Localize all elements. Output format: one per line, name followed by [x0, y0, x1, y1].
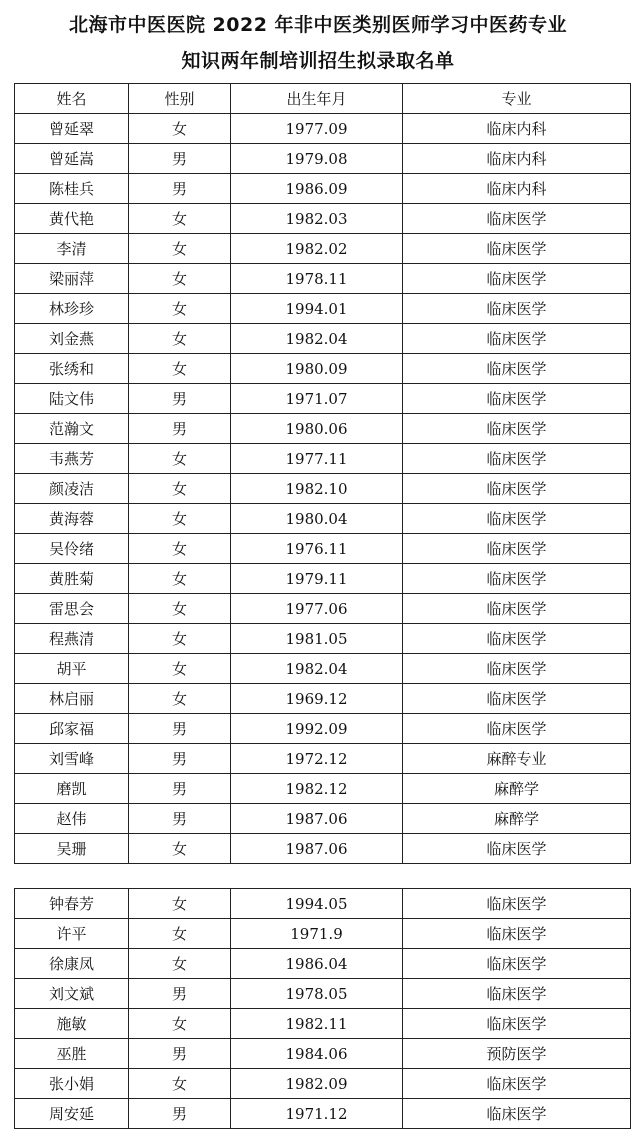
cell-name: 陈桂兵	[15, 174, 129, 204]
cell-name: 胡平	[15, 654, 129, 684]
cell-major: 麻醉学	[403, 804, 631, 834]
cell-gender: 女	[129, 684, 231, 714]
table-row	[15, 444, 631, 474]
cell-name: 张绣和	[15, 354, 129, 384]
table-header-row	[15, 84, 631, 114]
cell-name: 张小娟	[15, 1069, 129, 1099]
cell-gender: 女	[129, 889, 231, 919]
cell-name: 黄胜菊	[15, 564, 129, 594]
cell-name: 曾延嵩	[15, 144, 129, 174]
cell-major: 临床医学	[403, 414, 631, 444]
cell-gender: 女	[129, 834, 231, 864]
cell-gender: 男	[129, 774, 231, 804]
table-row	[15, 504, 631, 534]
cell-major: 临床医学	[403, 234, 631, 264]
cell-birth: 1982.10	[231, 474, 403, 504]
cell-birth: 1987.06	[231, 804, 403, 834]
cell-gender: 男	[129, 384, 231, 414]
cell-major: 临床医学	[403, 384, 631, 414]
cell-birth: 1981.05	[231, 624, 403, 654]
cell-gender: 男	[129, 414, 231, 444]
cell-major: 预防医学	[403, 1039, 631, 1069]
cell-birth: 1982.04	[231, 654, 403, 684]
cell-major: 临床医学	[403, 294, 631, 324]
cell-major: 临床内科	[403, 144, 631, 174]
admission-table-1	[14, 83, 631, 864]
cell-birth: 1986.09	[231, 174, 403, 204]
header-name: 姓名	[15, 84, 129, 114]
cell-birth: 1978.11	[231, 264, 403, 294]
cell-name: 施敏	[15, 1009, 129, 1039]
cell-gender: 男	[129, 144, 231, 174]
table-row	[15, 144, 631, 174]
cell-birth: 1971.9	[231, 919, 403, 949]
table-row	[15, 474, 631, 504]
cell-birth: 1994.05	[231, 889, 403, 919]
cell-major: 临床医学	[403, 684, 631, 714]
cell-name: 徐康凤	[15, 949, 129, 979]
table-row	[15, 414, 631, 444]
cell-name: 钟春芳	[15, 889, 129, 919]
cell-major: 临床医学	[403, 444, 631, 474]
cell-major: 临床医学	[403, 564, 631, 594]
cell-birth: 1979.08	[231, 144, 403, 174]
cell-name: 曾延翠	[15, 114, 129, 144]
document-title-line2: 知识两年制培训招生拟录取名单	[181, 50, 455, 72]
cell-birth: 1994.01	[231, 294, 403, 324]
cell-gender: 男	[129, 1039, 231, 1069]
cell-major: 临床医学	[403, 979, 631, 1009]
cell-major: 麻醉专业	[403, 744, 631, 774]
table-row	[15, 204, 631, 234]
cell-major: 临床医学	[403, 504, 631, 534]
cell-name: 林启丽	[15, 684, 129, 714]
cell-name: 程燕清	[15, 624, 129, 654]
cell-gender: 女	[129, 444, 231, 474]
cell-birth: 1971.07	[231, 384, 403, 414]
table-row	[15, 1099, 631, 1129]
cell-name: 刘雪峰	[15, 744, 129, 774]
cell-name: 吴珊	[15, 834, 129, 864]
cell-birth: 1976.11	[231, 534, 403, 564]
table-row	[15, 654, 631, 684]
document-title-line1: 北海市中医医院 2022 年非中医类别医师学习中医药专业	[68, 14, 568, 36]
table-row	[15, 624, 631, 654]
table-row	[15, 1069, 631, 1099]
table-row	[15, 714, 631, 744]
table-row	[15, 919, 631, 949]
cell-birth: 1980.06	[231, 414, 403, 444]
cell-name: 陆文伟	[15, 384, 129, 414]
cell-gender: 女	[129, 114, 231, 144]
cell-birth: 1982.04	[231, 324, 403, 354]
table-row	[15, 1039, 631, 1069]
cell-gender: 女	[129, 534, 231, 564]
table-row	[15, 1009, 631, 1039]
cell-name: 林珍珍	[15, 294, 129, 324]
cell-gender: 女	[129, 234, 231, 264]
cell-gender: 女	[129, 504, 231, 534]
cell-gender: 女	[129, 624, 231, 654]
cell-gender: 女	[129, 354, 231, 384]
cell-gender: 女	[129, 294, 231, 324]
cell-gender: 女	[129, 1009, 231, 1039]
table-row	[15, 834, 631, 864]
cell-major: 临床医学	[403, 624, 631, 654]
cell-birth: 1982.09	[231, 1069, 403, 1099]
cell-birth: 1982.12	[231, 774, 403, 804]
table-row	[15, 234, 631, 264]
cell-birth: 1972.12	[231, 744, 403, 774]
cell-gender: 男	[129, 744, 231, 774]
cell-gender: 男	[129, 714, 231, 744]
cell-major: 麻醉学	[403, 774, 631, 804]
cell-birth: 1977.11	[231, 444, 403, 474]
table-row	[15, 774, 631, 804]
cell-gender: 女	[129, 919, 231, 949]
cell-major: 临床医学	[403, 919, 631, 949]
cell-gender: 女	[129, 474, 231, 504]
cell-major: 临床医学	[403, 889, 631, 919]
table-row	[15, 294, 631, 324]
cell-birth: 1982.02	[231, 234, 403, 264]
table-row	[15, 804, 631, 834]
cell-name: 刘金燕	[15, 324, 129, 354]
cell-birth: 1992.09	[231, 714, 403, 744]
table-row	[15, 264, 631, 294]
cell-name: 范瀚文	[15, 414, 129, 444]
cell-birth: 1979.11	[231, 564, 403, 594]
cell-birth: 1982.03	[231, 204, 403, 234]
cell-gender: 女	[129, 1069, 231, 1099]
header-gender: 性别	[129, 84, 231, 114]
cell-major: 临床内科	[403, 174, 631, 204]
table-row	[15, 174, 631, 204]
cell-major: 临床医学	[403, 474, 631, 504]
cell-major: 临床医学	[403, 324, 631, 354]
cell-name: 韦燕芳	[15, 444, 129, 474]
cell-birth: 1987.06	[231, 834, 403, 864]
header-birth: 出生年月	[231, 84, 403, 114]
cell-name: 邱家福	[15, 714, 129, 744]
cell-name: 周安延	[15, 1099, 129, 1129]
table-row	[15, 384, 631, 414]
cell-name: 黄海蓉	[15, 504, 129, 534]
cell-name: 磨凯	[15, 774, 129, 804]
cell-gender: 女	[129, 564, 231, 594]
cell-birth: 1980.09	[231, 354, 403, 384]
table-row	[15, 949, 631, 979]
cell-gender: 女	[129, 204, 231, 234]
cell-major: 临床医学	[403, 354, 631, 384]
cell-birth: 1984.06	[231, 1039, 403, 1069]
cell-gender: 男	[129, 1099, 231, 1129]
cell-birth: 1977.06	[231, 594, 403, 624]
cell-major: 临床医学	[403, 949, 631, 979]
cell-birth: 1986.04	[231, 949, 403, 979]
cell-name: 李清	[15, 234, 129, 264]
cell-birth: 1969.12	[231, 684, 403, 714]
cell-gender: 女	[129, 264, 231, 294]
cell-name: 刘文斌	[15, 979, 129, 1009]
cell-major: 临床医学	[403, 834, 631, 864]
cell-name: 巫胜	[15, 1039, 129, 1069]
table-row	[15, 534, 631, 564]
cell-name: 雷思会	[15, 594, 129, 624]
cell-major: 临床医学	[403, 714, 631, 744]
cell-gender: 女	[129, 324, 231, 354]
table-row	[15, 684, 631, 714]
cell-major: 临床医学	[403, 654, 631, 684]
header-major: 专业	[403, 84, 631, 114]
cell-name: 赵伟	[15, 804, 129, 834]
cell-gender: 女	[129, 594, 231, 624]
cell-major: 临床医学	[403, 204, 631, 234]
cell-gender: 男	[129, 804, 231, 834]
table-row	[15, 324, 631, 354]
cell-gender: 女	[129, 654, 231, 684]
cell-major: 临床医学	[403, 1099, 631, 1129]
cell-birth: 1980.04	[231, 504, 403, 534]
cell-major: 临床医学	[403, 594, 631, 624]
cell-major: 临床医学	[403, 1009, 631, 1039]
table-row	[15, 114, 631, 144]
cell-name: 梁丽萍	[15, 264, 129, 294]
cell-birth: 1978.05	[231, 979, 403, 1009]
cell-name: 吴伶绪	[15, 534, 129, 564]
cell-birth: 1971.12	[231, 1099, 403, 1129]
cell-gender: 男	[129, 174, 231, 204]
cell-name: 许平	[15, 919, 129, 949]
table-row	[15, 889, 631, 919]
cell-gender: 男	[129, 979, 231, 1009]
table-row	[15, 564, 631, 594]
cell-birth: 1982.11	[231, 1009, 403, 1039]
table-row	[15, 979, 631, 1009]
cell-name: 颜凌洁	[15, 474, 129, 504]
cell-birth: 1977.09	[231, 114, 403, 144]
table-row	[15, 594, 631, 624]
cell-major: 临床医学	[403, 264, 631, 294]
table-row	[15, 354, 631, 384]
cell-major: 临床内科	[403, 114, 631, 144]
cell-name: 黄代艳	[15, 204, 129, 234]
cell-gender: 女	[129, 949, 231, 979]
cell-major: 临床医学	[403, 1069, 631, 1099]
table-row	[15, 744, 631, 774]
cell-major: 临床医学	[403, 534, 631, 564]
admission-table-2	[14, 888, 631, 1129]
